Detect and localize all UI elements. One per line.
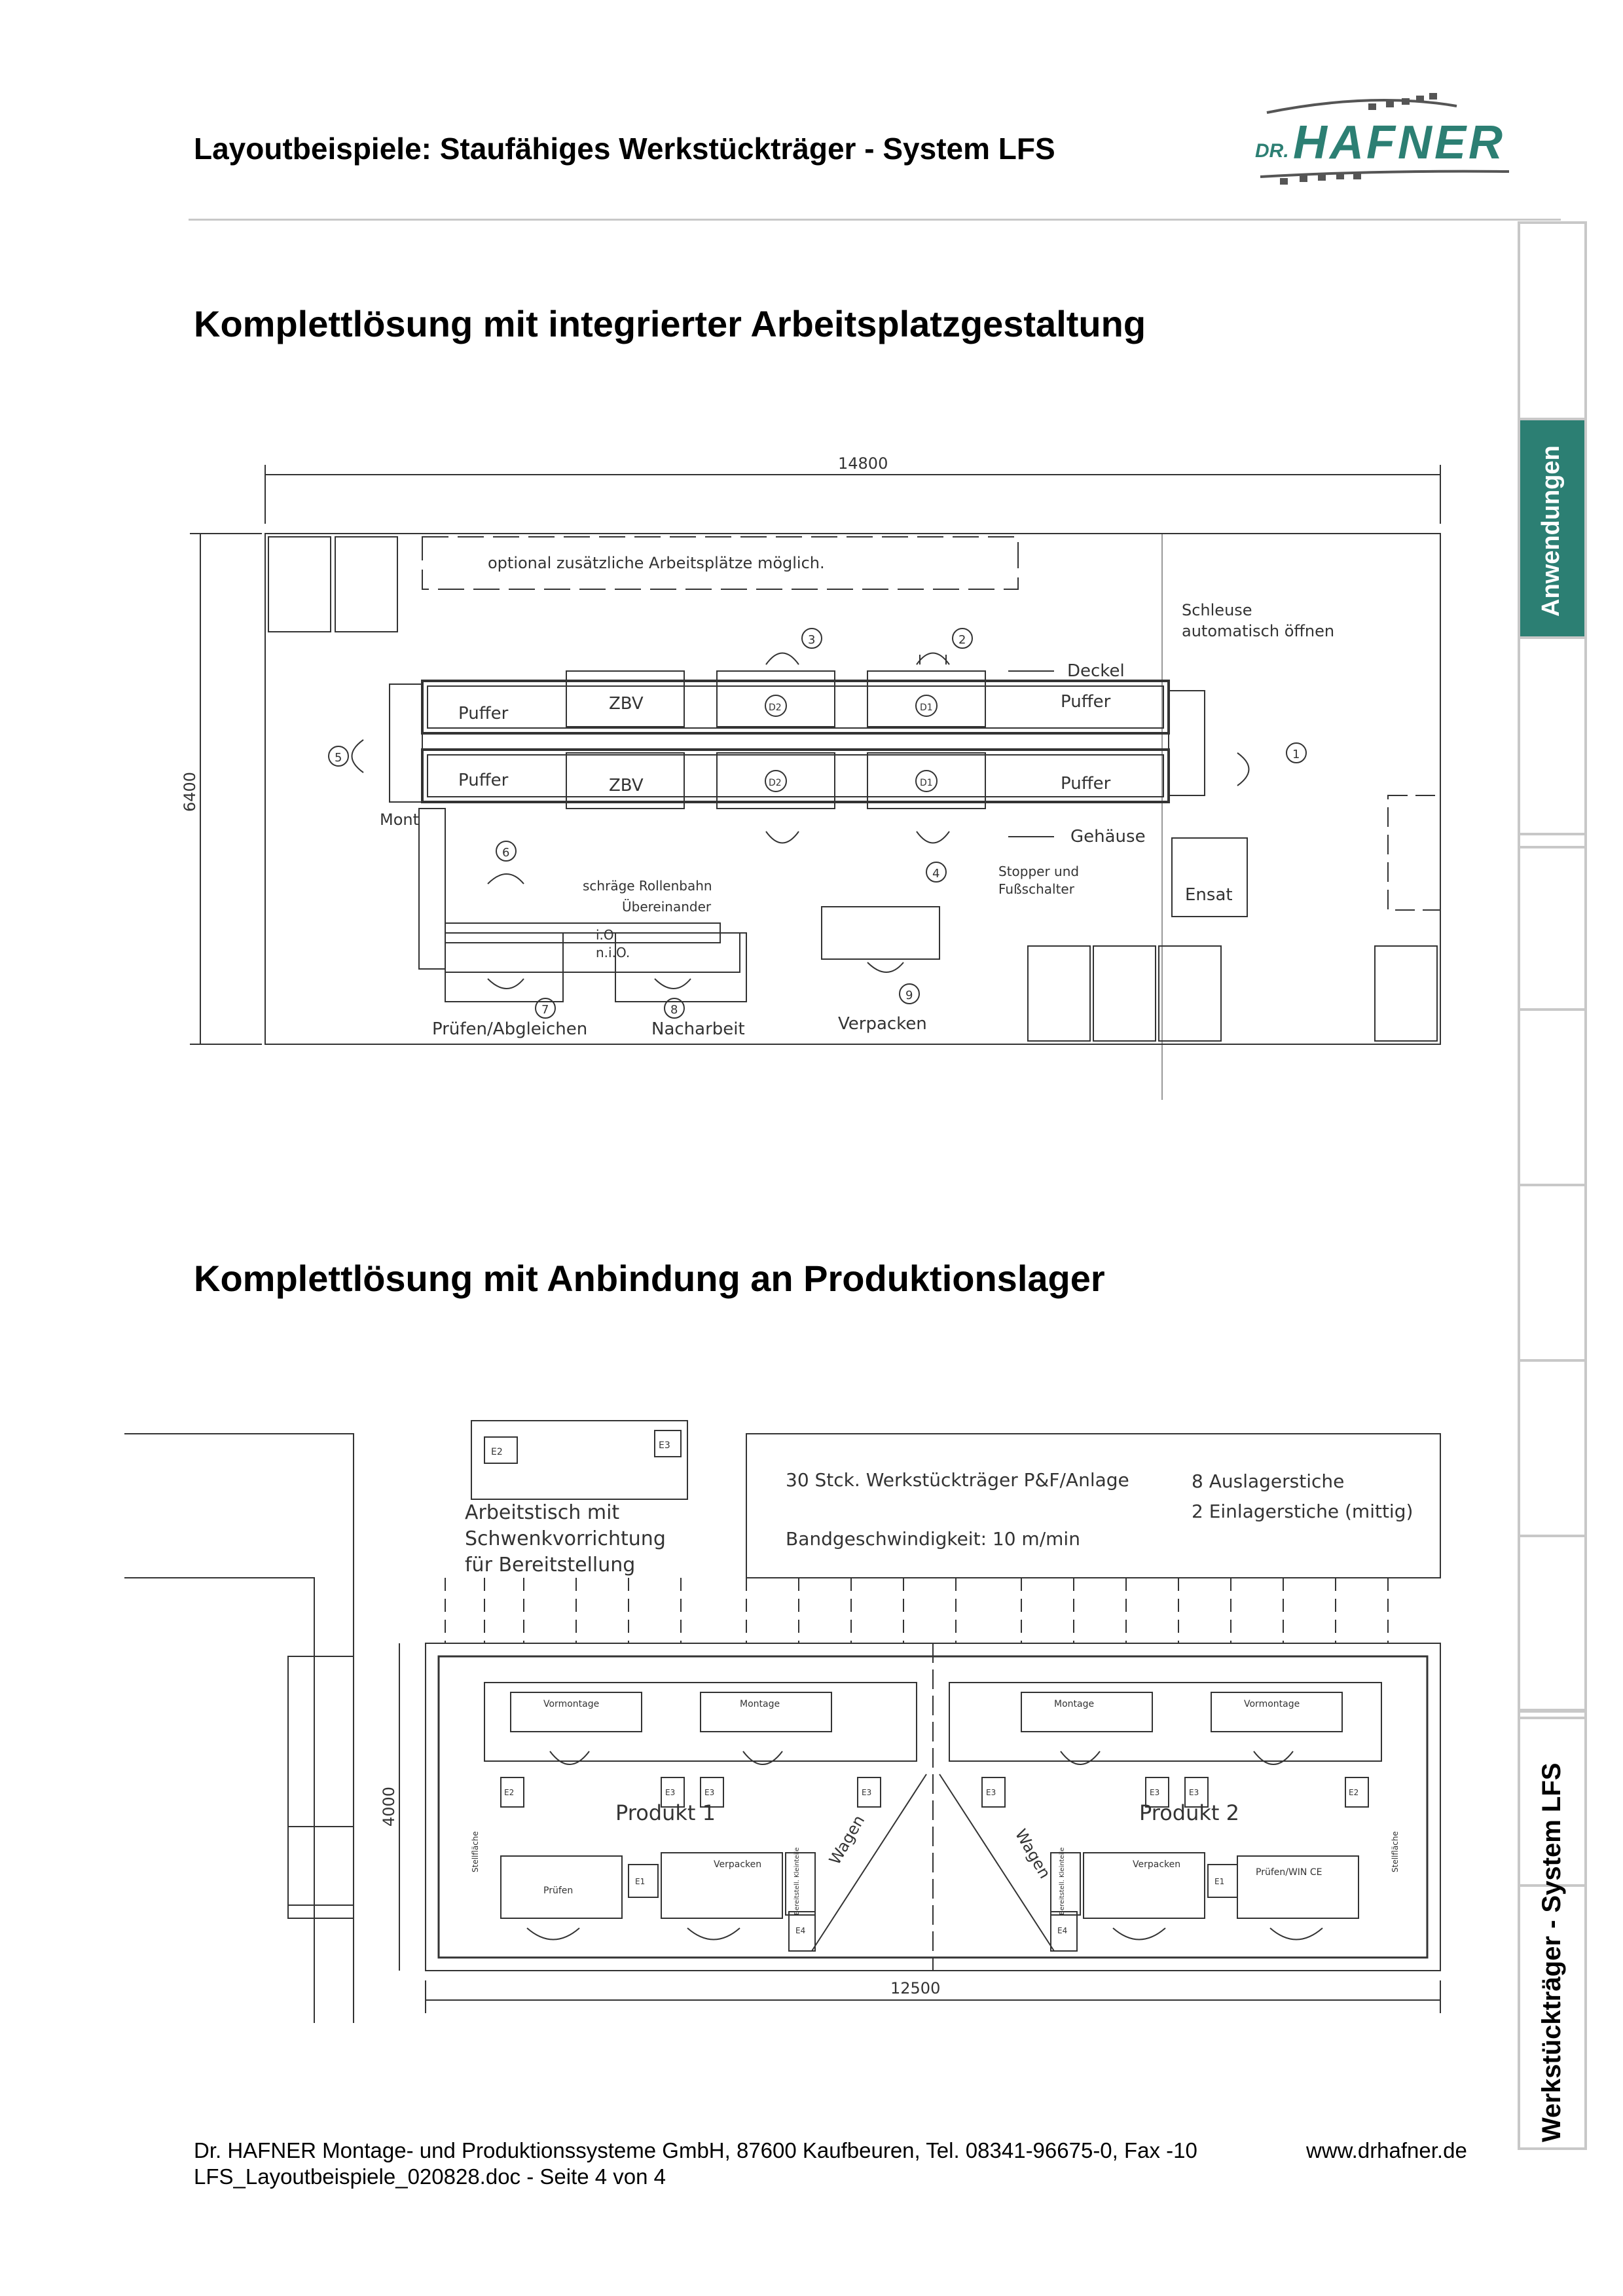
station-number-6-label: 6 xyxy=(502,846,510,860)
side-tab-strip xyxy=(1518,221,1587,2150)
tab-divider xyxy=(1520,1008,1584,1011)
e3-label: E3 xyxy=(986,1788,996,1797)
auslager-label: 8 Auslagerstiche xyxy=(1192,1470,1345,1492)
stair-conveyor xyxy=(419,809,445,969)
montage-right xyxy=(1021,1692,1152,1732)
e2-label: E2 xyxy=(491,1447,503,1457)
produkt1-label: Produkt 1 xyxy=(615,1800,716,1825)
station-number-5-label: 5 xyxy=(335,751,342,765)
tab-divider xyxy=(1520,1717,1584,1719)
d1-station-upper xyxy=(867,671,985,727)
cabinet xyxy=(1375,946,1437,1041)
dim-width-label: 14800 xyxy=(838,454,888,473)
page-header-title: Layoutbeispiele: Staufähiges Werkstückträger - System LFS xyxy=(194,132,1055,166)
e1-label: E1 xyxy=(1214,1877,1225,1886)
building-wall xyxy=(124,1578,314,2023)
station-number-3-label: 3 xyxy=(808,633,816,647)
band-label: Bandgeschwindigkeit: 10 m/min xyxy=(786,1528,1080,1550)
bereitstell-label: Bereitstell. Kleinteile xyxy=(793,1847,801,1915)
vormontage-label: Vormontage xyxy=(1244,1699,1300,1709)
turn-unit-right xyxy=(1169,691,1205,795)
roller-conveyor xyxy=(445,933,740,972)
zbv-label: ZBV xyxy=(609,694,644,714)
io-label: i.O. xyxy=(596,927,618,943)
optional-area xyxy=(1388,795,1440,910)
section1-title: Komplettlösung mit integrierter Arbeitsplatzgestaltung xyxy=(194,303,1146,344)
cabinet xyxy=(1028,946,1090,1041)
nacharbeit-label: Nacharbeit xyxy=(651,1019,745,1039)
cabinet xyxy=(1159,946,1221,1041)
station-number-4-label: 4 xyxy=(932,867,940,881)
footer-doc-info: LFS_Layoutbeispiele_020828.doc - Seite 4 von 4 xyxy=(194,2164,666,2189)
ensat-label: Ensat xyxy=(1185,885,1233,905)
tab-anwendungen-label: Anwendungen xyxy=(1537,445,1565,617)
header-rule xyxy=(189,219,1561,221)
e3-label: E3 xyxy=(659,1440,670,1451)
station-d2-label: D2 xyxy=(769,702,782,713)
conveyor-lower-inner xyxy=(428,755,1163,797)
cabinet xyxy=(268,537,331,632)
station-number-8-label: 8 xyxy=(670,1003,678,1017)
dim-width-label: 12500 xyxy=(890,1979,941,1997)
layout-drawing-2 xyxy=(118,1368,1453,2016)
conveyor-upper-inner xyxy=(428,686,1163,728)
vormontage-left xyxy=(511,1692,642,1732)
note-optional: optional zusätzliche Arbeitsplätze möglich. xyxy=(488,554,825,572)
station-d2-label: D2 xyxy=(769,778,782,788)
turn-unit-left xyxy=(390,684,422,802)
e3-label: E3 xyxy=(665,1788,676,1797)
deckel-label: Deckel xyxy=(1067,661,1125,681)
schleuse-label: Schleuse xyxy=(1182,601,1252,619)
building-wall xyxy=(124,1434,354,2023)
tab-divider xyxy=(1520,418,1584,420)
vormontage-label: Vormontage xyxy=(543,1699,600,1709)
station-number-2-label: 2 xyxy=(958,633,966,647)
mont-label: Mont xyxy=(380,811,420,829)
rack-stitches xyxy=(445,1578,1388,1643)
verpacken-label: Verpacken xyxy=(838,1014,927,1034)
pruefen-win-label: Prüfen/WIN CE xyxy=(1256,1867,1322,1878)
footer-website[interactable]: www.drhafner.de xyxy=(1306,2138,1467,2162)
e4-label: E4 xyxy=(1057,1926,1068,1935)
footer-address: Dr. HAFNER Montage- und Produktionssysteme GmbH, 87600 Kaufbeuren, Tel. 08341-96675-0, Fax -10 xyxy=(194,2138,1197,2162)
e3-label: E3 xyxy=(704,1788,715,1797)
station-number-1-label: 1 xyxy=(1292,748,1300,761)
conveyor-lower xyxy=(422,750,1169,802)
e4-label: E4 xyxy=(795,1926,806,1935)
station-number-7-label: 7 xyxy=(541,1003,549,1017)
hafner-logo xyxy=(1241,72,1516,190)
stopper-label: Stopper und xyxy=(998,864,1080,879)
arbeitstisch-label-3: für Bereitstellung xyxy=(465,1554,636,1576)
conveyor-upper xyxy=(422,681,1169,733)
station-d1-label: D1 xyxy=(920,702,933,713)
cabinet xyxy=(1093,946,1156,1041)
side-rack xyxy=(288,1656,354,1918)
logo-swoosh-bottom xyxy=(1260,172,1509,177)
tab-divider xyxy=(1520,833,1584,835)
tab-divider xyxy=(1520,1709,1584,1711)
bereitstell-label: Bereitstell. Kleinteile xyxy=(1059,1847,1066,1915)
cabinet xyxy=(335,537,397,632)
loop-right-inner xyxy=(949,1683,1381,1761)
montage-left xyxy=(701,1692,831,1732)
dim-height-label: 6400 xyxy=(181,771,199,812)
arbeitstisch-label-1: Arbeitstisch mit xyxy=(465,1501,620,1524)
verpacken-label: Verpacken xyxy=(714,1859,762,1870)
stellfl-label: Stellfläche xyxy=(471,1831,480,1872)
pruefen-win-station xyxy=(1237,1856,1359,1918)
e3-label: E3 xyxy=(1189,1788,1199,1797)
montage-label: Montage xyxy=(740,1699,780,1709)
verpacken-label: Verpacken xyxy=(1133,1859,1181,1870)
verpacken-table xyxy=(822,907,939,959)
einlager-label: 2 Einlagerstiche (mittig) xyxy=(1192,1501,1413,1522)
e3-label: E3 xyxy=(1150,1788,1160,1797)
nio-label: n.i.O. xyxy=(596,945,630,960)
e2-label: E2 xyxy=(1349,1788,1359,1797)
schleuse-label-2: automatisch öffnen xyxy=(1182,622,1335,640)
dim-height-label: 4000 xyxy=(380,1786,398,1827)
tab-divider xyxy=(1520,846,1584,848)
vormontage-right xyxy=(1211,1692,1342,1732)
pruefen-label: Prüfen xyxy=(543,1886,574,1896)
ensat-box xyxy=(1172,838,1247,917)
rollenbahn-label: schräge Rollenbahn xyxy=(583,878,712,894)
section2-title: Komplettlösung mit Anbindung an Produktionslager xyxy=(194,1258,1105,1299)
station-number-9-label: 9 xyxy=(905,989,913,1002)
arbeitstisch-label-2: Schwenkvorrichtung xyxy=(465,1527,666,1550)
tab-system-lfs-label: Werkstückträger - System LFS xyxy=(1537,1762,1566,2142)
operator-icons xyxy=(527,1751,1322,1940)
logo-name: HAFNER xyxy=(1293,117,1505,169)
logo-swoosh-top xyxy=(1267,100,1457,113)
e1-label: E1 xyxy=(635,1877,646,1886)
tab-divider xyxy=(1520,1184,1584,1186)
puffer-label: Puffer xyxy=(1061,692,1111,712)
tab-divider xyxy=(1520,1535,1584,1537)
e2-label: E2 xyxy=(504,1788,515,1797)
tab-divider xyxy=(1520,1359,1584,1362)
produkt2-label: Produkt 2 xyxy=(1139,1800,1239,1825)
zbv-label: ZBV xyxy=(609,776,644,795)
d2-station-upper xyxy=(717,671,835,727)
gehaeuse-label: Gehäuse xyxy=(1070,827,1146,847)
tab-anwendungen[interactable] xyxy=(1520,420,1584,636)
stellfl-label: Stellfläche xyxy=(1391,1831,1400,1872)
pruefen-label: Prüfen/Abgleichen xyxy=(432,1019,588,1039)
puffer-label: Puffer xyxy=(1061,774,1111,793)
stopper-label-2: Fußschalter xyxy=(998,881,1074,897)
puffer-label: Puffer xyxy=(458,704,509,723)
side-rack xyxy=(288,1827,354,1905)
werkstuecktraeger-label: 30 Stck. Werkstückträger P&F/Anlage xyxy=(786,1469,1129,1491)
wagen-path-left xyxy=(812,1774,926,1951)
wagen-label: Wagen xyxy=(1011,1826,1055,1882)
uebereinander-label: Übereinander xyxy=(622,899,712,915)
wagen-label: Wagen xyxy=(825,1812,869,1868)
hall-outline xyxy=(265,534,1440,1044)
puffer-label: Puffer xyxy=(458,771,509,790)
logo-prefix: DR. xyxy=(1255,140,1289,162)
station-d1-label: D1 xyxy=(920,778,933,788)
e3-label: E3 xyxy=(862,1788,872,1797)
montage-label: Montage xyxy=(1054,1699,1095,1709)
tab-divider xyxy=(1520,636,1584,639)
layout-drawing-1 xyxy=(183,445,1453,1054)
